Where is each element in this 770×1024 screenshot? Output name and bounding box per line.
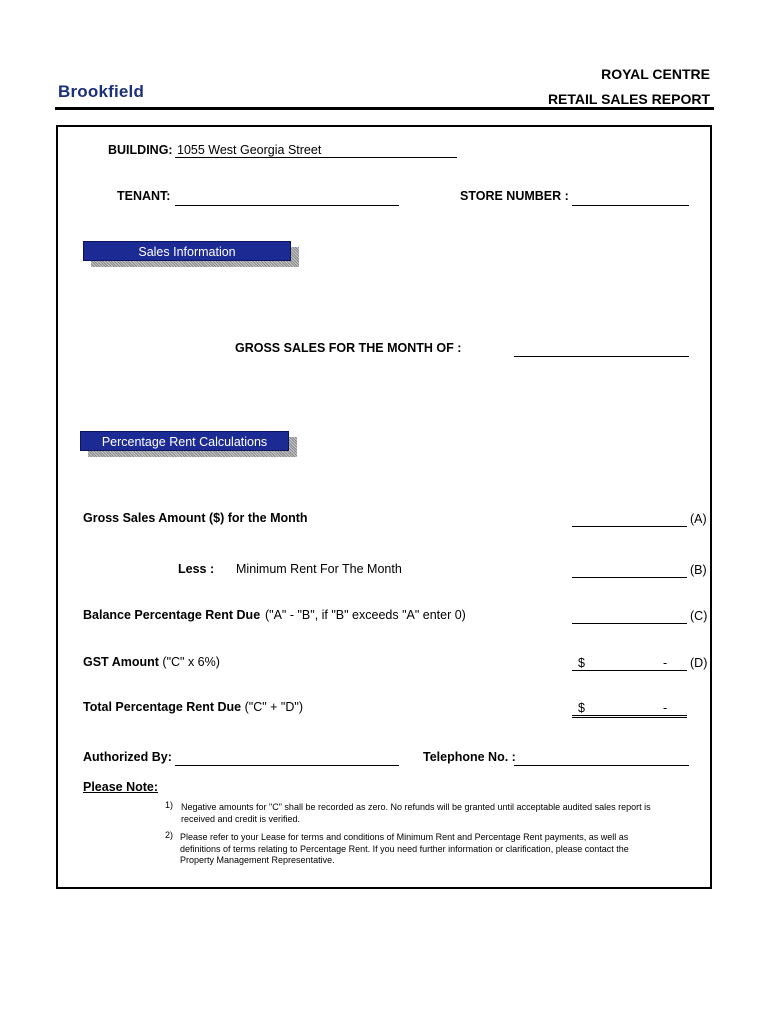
form-frame: [56, 125, 712, 889]
please-note-title: Please Note:: [83, 780, 159, 794]
telephone-label: Telephone No. :: [423, 750, 516, 764]
total-value: -: [663, 701, 668, 715]
gst-amount-label: GST Amount: [83, 655, 159, 669]
code-b: (B): [690, 563, 707, 577]
telephone-field[interactable]: [514, 751, 689, 766]
report-title: RETAIL SALES REPORT: [547, 91, 710, 107]
percentage-rent-heading: Percentage Rent Calculations: [80, 431, 289, 451]
note-2-number: 2): [165, 830, 174, 840]
tenant-label: TENANT:: [117, 189, 171, 203]
percentage-rent-section: [80, 431, 289, 451]
note-2-line-2: definitions of terms relating to Percentage Rent. If you need further information or clarification, please contact the: [180, 843, 629, 854]
total-percentage-rent-label: Total Percentage Rent Due: [83, 700, 242, 714]
authorized-by-field[interactable]: [175, 751, 399, 766]
balance-percentage-rent-field[interactable]: [572, 609, 687, 624]
building-label: BUILDING:: [108, 143, 173, 157]
gst-amount-field[interactable]: [572, 656, 687, 671]
gst-value: -: [663, 656, 668, 670]
minimum-rent-label: Minimum Rent For The Month: [236, 562, 402, 576]
store-number-field[interactable]: [572, 191, 689, 206]
gst-currency: $: [578, 656, 585, 670]
sales-information-heading: Sales Information: [83, 241, 291, 261]
note-1-line-1: Negative amounts for "C" shall be recorded as zero. No refunds will be granted until acceptable audited sales report is: [181, 802, 651, 812]
note-2-line-1: Please refer to your Lease for terms and conditions of Minimum Rent and Percentage Rent payments, as well as: [180, 832, 629, 842]
less-label: Less :: [178, 562, 215, 576]
note-1-line-2: received and credit is verified.: [181, 813, 301, 824]
report-building-title: ROYAL CENTRE: [601, 66, 710, 82]
gross-sales-month-label: GROSS SALES FOR THE MONTH OF :: [235, 341, 462, 355]
note-2-text: [180, 832, 700, 867]
balance-percentage-rent-label: Balance Percentage Rent Due: [83, 608, 261, 622]
note-1-number: 1): [165, 800, 174, 810]
gross-sales-month-field[interactable]: [514, 342, 689, 357]
building-field[interactable]: [175, 143, 457, 158]
brookfield-logo: Brookfield: [58, 82, 145, 101]
gst-formula-label: ("C" x 6%): [162, 655, 220, 669]
sales-information-section: [83, 241, 291, 261]
code-c: (C): [690, 609, 708, 623]
building-value: 1055 West Georgia Street: [177, 143, 322, 157]
gross-sales-amount-field[interactable]: [572, 512, 687, 527]
note-2-line-3: Property Management Representative.: [180, 855, 335, 865]
balance-formula-label: ("A" - "B", if "B" exceeds "A" enter 0): [265, 608, 466, 622]
code-d: (D): [690, 656, 708, 670]
header-rule: [55, 107, 714, 110]
authorized-by-label: Authorized By:: [83, 750, 172, 764]
note-1-text: [181, 802, 701, 825]
minimum-rent-field[interactable]: [572, 563, 687, 578]
gross-sales-amount-label: Gross Sales Amount ($) for the Month: [83, 511, 308, 525]
code-a: (A): [690, 512, 707, 526]
total-currency: $: [578, 701, 585, 715]
store-number-label: STORE NUMBER :: [460, 189, 569, 203]
tenant-field[interactable]: [175, 191, 399, 206]
total-formula-label: ("C" + "D"): [244, 700, 303, 714]
total-percentage-rent-field[interactable]: [572, 701, 687, 718]
